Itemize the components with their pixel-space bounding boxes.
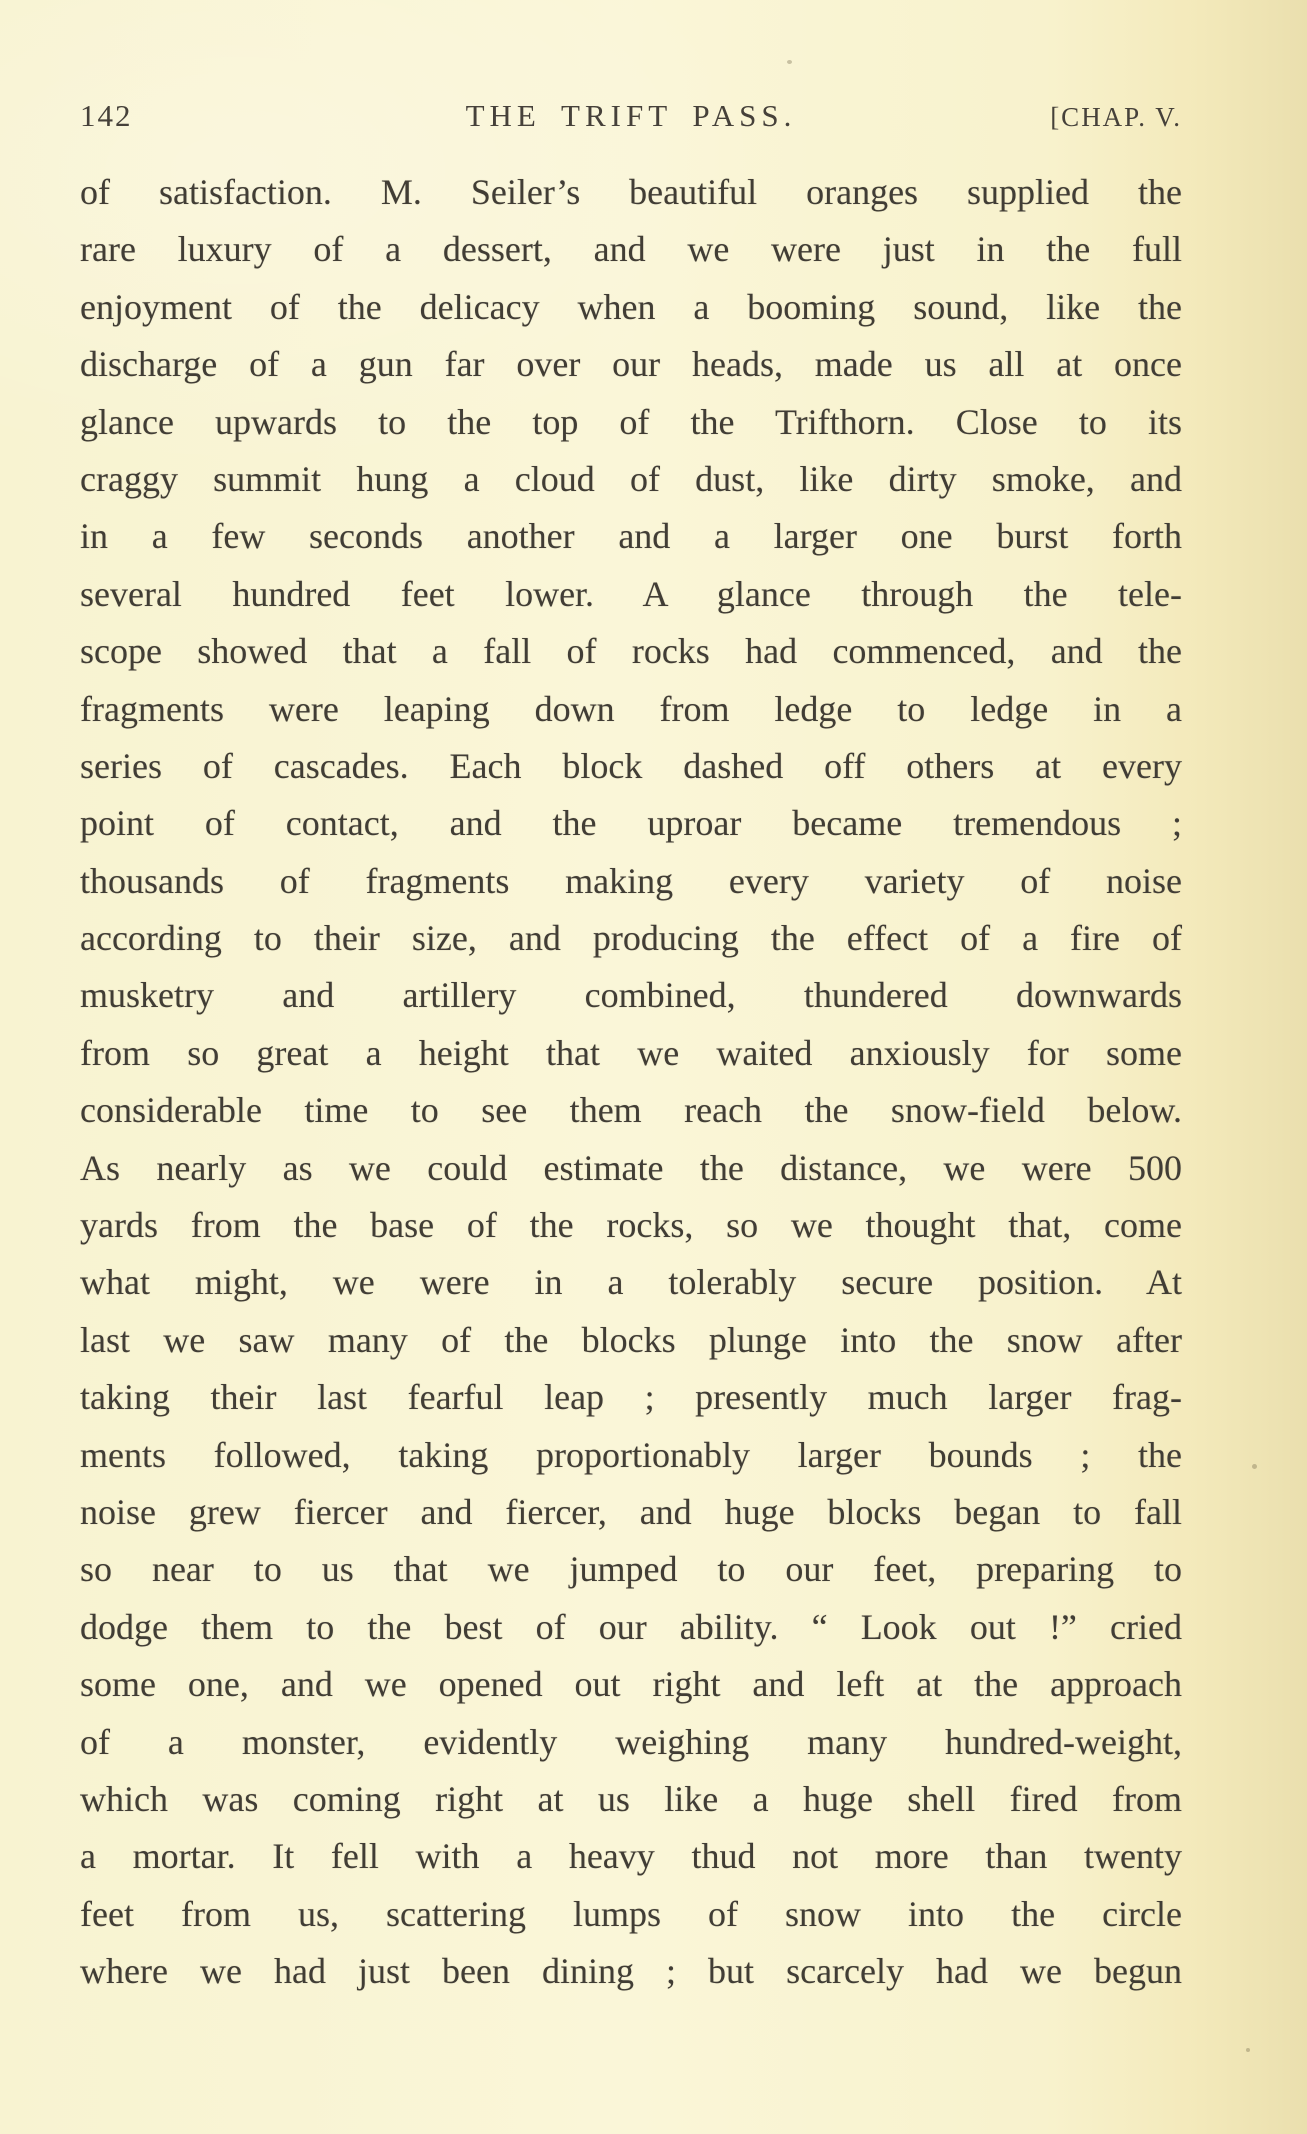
text-line: musketry and artillery combined, thundered downwards	[80, 975, 1182, 1016]
page-text	[80, 164, 1182, 2001]
text-line: several hundred feet lower. A glance through the tele-	[80, 573, 1182, 614]
text-line: according to their size, and producing the effect of a fire of	[80, 918, 1182, 959]
text-line: last we saw many of the blocks plunge into the snow after	[80, 1319, 1182, 1360]
text-line: yards from the base of the rocks, so we thought that, come	[80, 1205, 1182, 1246]
text-line: scope showed that a fall of rocks had commenced, and the	[80, 631, 1182, 672]
page-number: 142	[80, 98, 133, 133]
text-line: from so great a height that we waited anxiously for some	[80, 1032, 1182, 1073]
text-line: feet from us, scattering lumps of snow into the circle	[80, 1893, 1182, 1934]
text-line: enjoyment of the delicacy when a booming sound, like the	[80, 286, 1182, 327]
text-line: which was coming right at us like a huge shell fired from	[80, 1778, 1182, 1819]
text-line: so near to us that we jumped to our feet, preparing to	[80, 1549, 1182, 1590]
text-line: in a few seconds another and a larger one burst forth	[80, 516, 1182, 557]
text-line: discharge of a gun far over our heads, made us all at once	[80, 344, 1182, 385]
chapter-marker: [CHAP. V.	[1050, 102, 1182, 132]
text-line: of a monster, evidently weighing many hundred-weight,	[80, 1721, 1182, 1762]
text-line: noise grew fiercer and fiercer, and huge blocks began to fall	[80, 1491, 1182, 1532]
text-line: craggy summit hung a cloud of dust, like dirty smoke, and	[80, 458, 1182, 499]
text-line: considerable time to see them reach the snow-field below.	[80, 1090, 1182, 1131]
text-line: fragments were leaping down from ledge to ledge in a	[80, 688, 1182, 729]
text-line: rare luxury of a dessert, and we were just in the full	[80, 229, 1182, 270]
page-header	[80, 98, 1182, 134]
running-title: THE TRIFT PASS.	[465, 98, 797, 133]
text-line: thousands of fragments making every variety of noise	[80, 860, 1182, 901]
text-line: what might, we were in a tolerably secure position. At	[80, 1262, 1182, 1303]
text-line: taking their last fearful leap ; presently much larger frag-	[80, 1377, 1182, 1418]
text-line: some one, and we opened out right and left at the approach	[80, 1664, 1182, 1705]
page-speck	[1246, 2048, 1250, 2052]
text-line: series of cascades. Each block dashed off others at every	[80, 745, 1182, 786]
text-line: a mortar. It fell with a heavy thud not more than twenty	[80, 1836, 1182, 1877]
text-line: glance upwards to the top of the Trifthorn. Close to its	[80, 401, 1182, 442]
text-line: As nearly as we could estimate the distance, we were 500	[80, 1147, 1182, 1188]
page-speck	[1252, 1464, 1257, 1469]
page-speck	[787, 60, 792, 64]
text-line: dodge them to the best of our ability. “ Look out !” cried	[80, 1606, 1182, 1647]
text-line: ments followed, taking proportionably larger bounds ; the	[80, 1434, 1182, 1475]
text-line: of satisfaction. M. Seiler’s beautiful oranges supplied the	[80, 172, 1182, 212]
text-line: where we had just been dining ; but scarcely had we begun	[80, 1951, 1182, 1992]
text-line: point of contact, and the uproar became tremendous ;	[80, 803, 1182, 844]
